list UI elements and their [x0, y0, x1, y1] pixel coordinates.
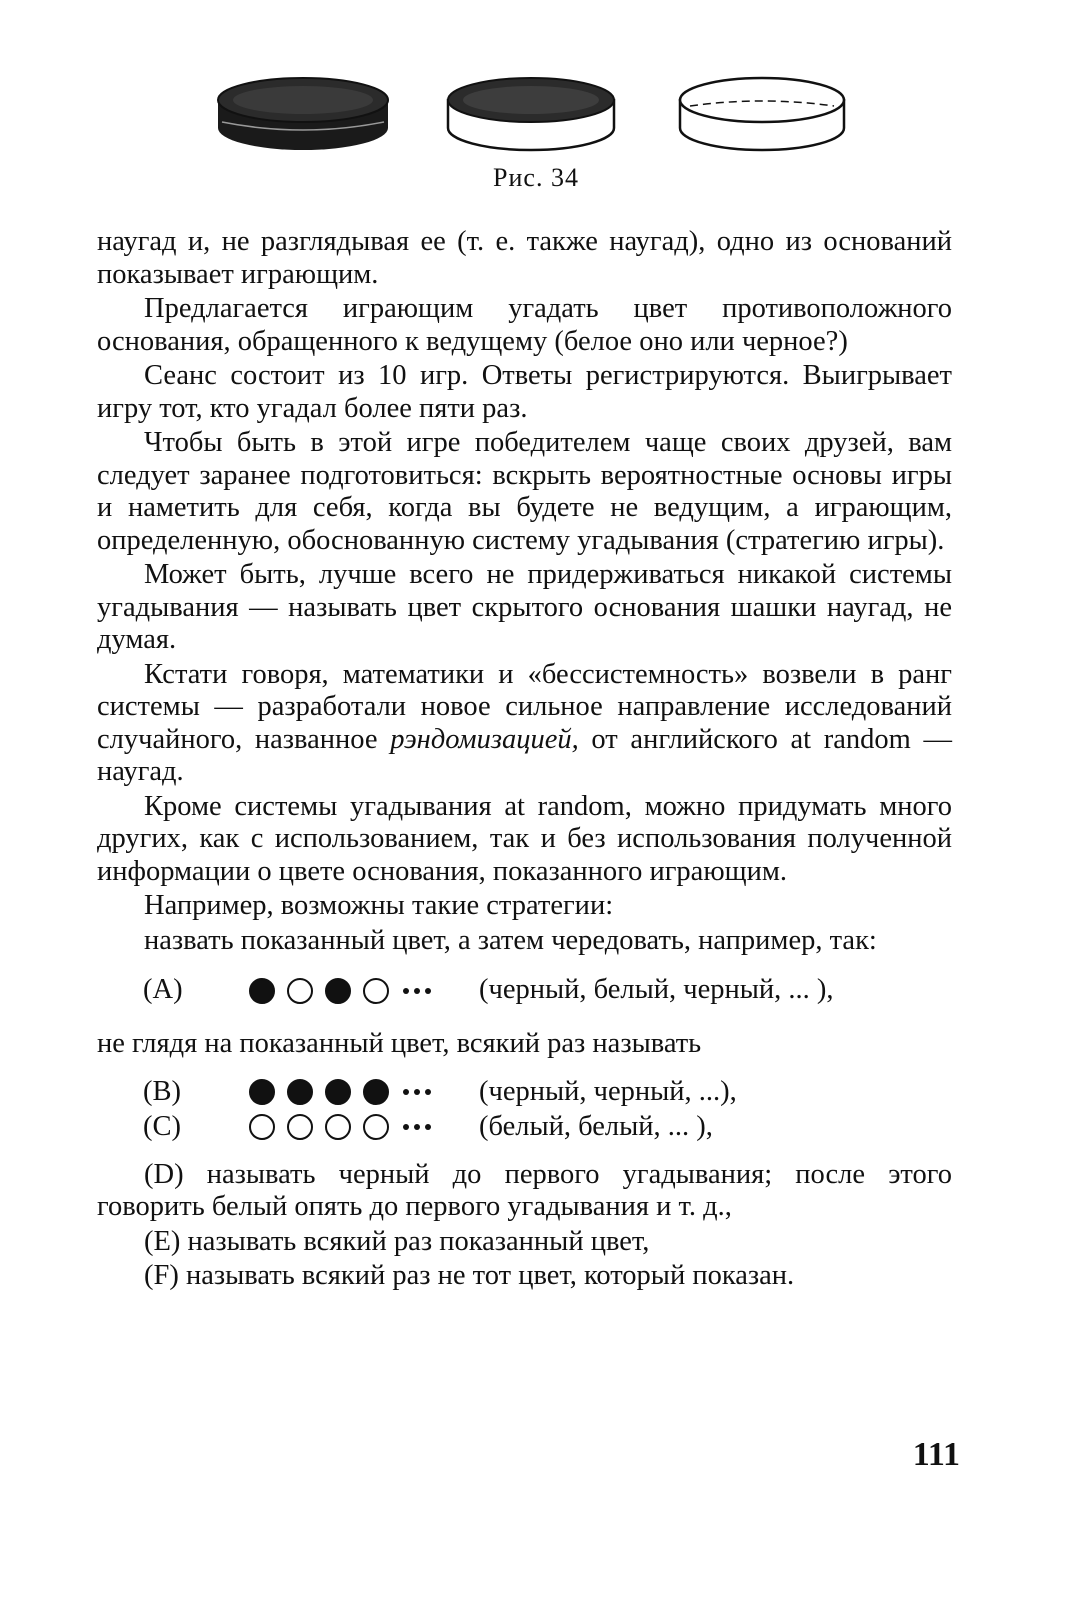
paragraph-part: Кстати говоря, математики и «бессистемность» возвели в ранг системы — разработали новое сильное направление исследований случайного, названное	[97, 658, 952, 755]
paragraph-part: от английского at random — наугад.	[97, 723, 953, 787]
strategy-a	[97, 973, 952, 1008]
black-dot	[249, 1079, 275, 1105]
ellipsis-dots	[403, 988, 431, 994]
strategy-desc: (белый, белый, ... ),	[479, 1110, 713, 1142]
paragraph: Предлагается играющим угадать цвет противоположного основания, обращенного к ведущему (белое оно или черное?)	[97, 293, 952, 357]
paragraph: Чтобы быть в этой игре победителем чаще своих друзей, вам следует заранее подготовиться: вскрыть вероятностные основы игры и наметить для себя, когда вы будете не ведущим, а играющим, определенную, обоснованную систему угадывания (стратегию игры).	[97, 427, 952, 556]
checker-black-top	[218, 78, 388, 150]
figure-caption: Рис. 34	[493, 163, 579, 192]
black-dot	[325, 1079, 351, 1105]
paragraph: не глядя на показанный цвет, всякий раз называть	[97, 1028, 702, 1059]
strategy-desc: (черный, черный, ...),	[479, 1075, 737, 1107]
page-text	[97, 226, 952, 1295]
ellipsis-dots	[403, 1124, 431, 1130]
white-dot	[363, 1114, 389, 1140]
strategy-label: (A)	[143, 974, 183, 1006]
strategy-desc: (черный, белый, черный, ... ),	[479, 974, 834, 1006]
paragraph-randomization	[97, 659, 952, 789]
dot-pattern	[249, 1114, 479, 1140]
checker-figure	[210, 60, 850, 160]
strategy-d: (D) называть черный до первого угадывания; после этого говорить белый опять до первого угадывания и т. д.,	[97, 1158, 952, 1222]
paragraph: Кроме системы угадывания at random, можно придумать много других, как с использованием, так и без использования полученной информации о цвете основания, показанного играющим.	[97, 790, 952, 887]
white-dot	[249, 1114, 275, 1140]
strategy-b	[97, 1075, 952, 1110]
black-dot	[249, 978, 275, 1004]
dot-pattern	[249, 1079, 479, 1105]
paragraph: Например, возможны такие стратегии:	[144, 890, 614, 921]
italic-term: рэндомизацией,	[390, 723, 579, 755]
strategy-f: (F) называть всякий раз не тот цвет, который показан.	[144, 1260, 795, 1291]
ellipsis-dots	[403, 1089, 431, 1095]
strategy-e: (E) называть всякий раз показанный цвет,	[144, 1225, 650, 1257]
checker-white	[680, 78, 844, 150]
page-number: 111	[912, 1436, 960, 1473]
paragraph: Сеанс состоит из 10 игр. Ответы регистрируются. Выигрывает игру тот, кто угадал более пяти раз.	[97, 360, 952, 424]
strategy-c	[97, 1110, 952, 1145]
strategy-label: (B)	[143, 1075, 181, 1107]
paragraph: Может быть, лучше всего не придерживаться никакой системы угадывания — называть цвет скрытого основания шашки наугад, не думая.	[97, 559, 952, 655]
paragraph: назвать показанный цвет, а затем чередовать, например, так:	[144, 924, 877, 956]
black-dot	[363, 1079, 389, 1105]
white-dot	[325, 1114, 351, 1140]
black-dot	[325, 978, 351, 1004]
white-dot	[363, 978, 389, 1004]
white-dot	[287, 1114, 313, 1140]
checker-mixed	[448, 78, 614, 150]
strategy-label: (C)	[143, 1110, 181, 1142]
white-dot	[287, 978, 313, 1004]
dot-pattern	[249, 978, 479, 1004]
paragraph: наугад и, не разглядывая ее (т. е. также наугад), одно из оснований показывает играющим.	[97, 226, 952, 290]
black-dot	[287, 1079, 313, 1105]
